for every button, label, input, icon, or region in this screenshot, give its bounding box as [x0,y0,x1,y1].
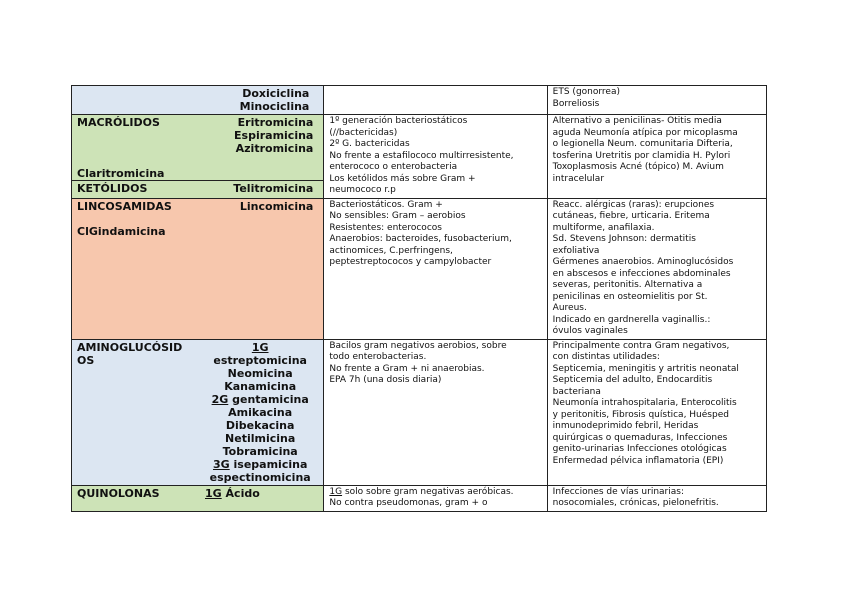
uses-line: genito-urinarias Infecciones otológicas [552,444,727,454]
drug-name: Netilmicina [225,431,296,445]
drug-name: Minociclina [239,100,310,113]
mechanism-cell [324,198,547,339]
uses-line: severas, peritonitis. Alternativa a [552,280,703,290]
mechanism-line: No contra pseudomonas, gram + o [329,498,488,508]
uses-line: Septicemia del adulto, Endocarditis [552,375,713,385]
mechanism-line: Anaerobios: bacteroides, fusobacterium, [329,234,512,244]
drug-name: Ácido [225,486,260,500]
mechanism-line: EPA 7h (una dosis diaria) [329,375,442,385]
generation-label: 1G [205,486,222,500]
uses-line: cutáneas, fiebre, urticaria. Eritema [552,211,710,221]
table-row-aminoglucosidos [72,339,767,485]
mechanism-line: 2º G. bactericidas [329,139,410,149]
uses-line: tosferina Uretritis por clamidia H. Pylori [552,150,731,161]
table-row-tetraciclinas [72,86,767,115]
family-name: KETÓLIDOS [77,182,148,195]
mechanism-line: Los ketólidos más sobre Gram + [329,173,476,184]
drug-cell [72,198,324,339]
uses-line: Principalmente contra Gram negativos, [552,340,730,351]
uses-line: nosocomiales, crónicas, pielonefritis. [552,498,719,508]
uses-line: en abscesos e infecciones abdominales [552,268,731,279]
mechanism-line: No sensibles: Gram – aerobios [329,211,466,221]
uses-line: aguda Neumonía atípica por micoplasma [552,127,738,138]
mechanism-line: 1º generación bacteriostáticos [329,116,468,126]
uses-line: Alternativo a penicilinas- Otitis media [552,116,722,126]
uses-line: con distintas utilidades: [552,352,660,362]
family-name: MACRÓLIDOS [77,116,160,129]
uses-line: óvulos vaginales [552,326,628,336]
uses-line: Sd. Stevens Johnson: dermatitis [552,234,696,244]
uses-line: o legionella Neum. comunitaria Difteria, [552,139,733,149]
uses-line: y peritonitis, Fibrosis quística, Huésped [552,409,729,420]
uses-line: Neumonía intrahospitalaria, Enterocolitis [552,398,737,408]
uses-line: exfoliativa [552,245,600,256]
uses-line: penicilinas en osteomielitis por St. [552,291,708,302]
mechanism-line: peptestreptococos y campylobacter [329,257,492,267]
uses-line: quirúrgicas o quemaduras, Infecciones [552,432,728,443]
mechanism-cell [324,485,547,511]
mechanism-cell [324,339,547,485]
generation-label: 1G [251,340,269,354]
drug-cell [72,485,324,511]
uses-cell [547,115,766,199]
drug-name: isepamicina [233,457,308,471]
table-row-lincosamidas [72,198,767,339]
mechanism-line: No frente a estafilococo multirresistente, [329,150,514,161]
uses-line: Aureus. [552,303,587,313]
mechanism-line: Bacteriostáticos. Gram + [329,199,443,210]
uses-line: inmunodeprimido febril, Heridas [552,421,699,431]
drug-cell [72,86,324,115]
uses-cell [547,198,766,339]
mechanism-cell [324,86,547,115]
drug-name: estreptomicina [213,353,307,367]
family-name: OS [77,353,95,367]
uses-line: Septicemia, meningitis y artritis neonatal [552,363,739,374]
mechanism-line: enterococo o enterobacteria [329,162,458,172]
drug-name: gentamicina [232,392,309,406]
drug-name: Dibekacina [225,418,295,432]
family-name: QUINOLONAS [77,486,160,500]
uses-line: intracelular [552,173,605,184]
drug-name: Amikacina [228,405,293,419]
generation-label: 2G [211,392,229,406]
uses-cell [547,86,766,115]
generation-label: 3G [212,457,230,471]
mechanism-line: todo enterobacterias. [329,352,427,362]
drug-name: Tobramicina [222,444,298,458]
uses-line: multiforme, anafilaxia. [552,222,655,233]
drug-cell [72,115,324,199]
table-row-quinolonas [72,485,767,511]
family-name: LINCOSAMIDAS [77,199,172,213]
mechanism-line: solo sobre gram negativas aeróbicas. [344,486,514,497]
drug-name: Espiramicina [234,129,314,142]
drug-name: Claritromicina [77,167,165,180]
drug-name: Eritromicina [237,116,314,129]
drug-name: Lincomicina [239,199,314,213]
drug-name: Azitromicina [235,142,314,155]
uses-line: Gérmenes anaerobios. Aminoglucósidos [552,257,734,267]
uses-line: Indicado en gardnerella vaginallis.: [552,314,711,325]
drug-cell [72,339,324,485]
mechanism-line: neumococo r.p [329,185,396,195]
antibiotics-table [71,85,767,512]
family-name: AMINOGLUCÓSID [77,340,183,354]
uses-line: Reacc. alérgicas (raras): erupciones [552,199,715,210]
drug-name: Telitromicina [233,182,314,195]
drug-name: espectinomicina [209,470,311,484]
uses-line: Infecciones de vías urinarias: [552,486,684,497]
uses-line: Borreliosis [552,98,600,109]
drug-name: ClGindamicina [77,224,166,238]
uses-line: ETS (gonorrea) [552,87,620,97]
mechanism-line: (//bactericidas) [329,127,398,138]
mechanism-cell [324,115,547,199]
drug-name: Neomicina [227,366,293,380]
uses-line: bacteriana [552,386,601,397]
uses-line: Toxoplasmosis Acné (tópico) M. Avium [552,162,724,172]
drug-name: Kanamicina [224,379,297,393]
uses-cell [547,485,766,511]
mechanism-line: No frente a Gram + ni anaerobias. [329,363,485,374]
drug-name: Doxiciclina [242,87,310,100]
mechanism-line: Resistentes: enterococos [329,222,442,233]
mechanism-line: actinomices, C.perfringens, [329,245,453,256]
table-row-macrolidos [72,115,767,199]
generation-label: 1G [329,486,343,497]
uses-cell [547,339,766,485]
mechanism-line: Bacilos gram negativos aerobios, sobre [329,340,507,351]
uses-line: Enfermedad pélvica inflamatoria (EPI) [552,455,724,466]
